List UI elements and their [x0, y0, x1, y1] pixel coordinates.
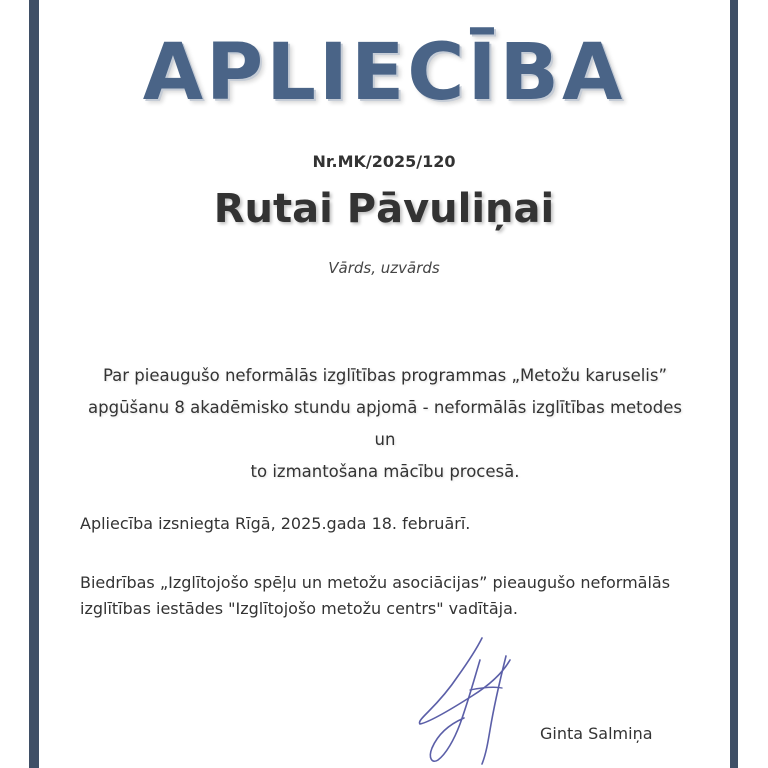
left-border [29, 0, 39, 768]
director-line-2: izglītības iestādes "Izglītojošo metožu centrs" vadītāja. [80, 599, 518, 618]
issue-statement: Apliecība izsniegta Rīgā, 2025.gada 18. februārī. [80, 514, 471, 533]
signer-name: Ginta Salmiņa [540, 724, 653, 743]
director-line-1: Biedrības „Izglītojošo spēļu un metožu asociācijas” pieaugušo neformālās [80, 573, 671, 592]
program-line-2: apgūšanu 8 akadēmisko stundu apjomā - neformālās izglītības metodes un [88, 398, 682, 449]
certificate-number: Nr.MK/2025/120 [312, 152, 456, 171]
director-statement [80, 570, 690, 622]
name-caption: Vārds, uzvārds [328, 259, 440, 277]
certificate-title: APLIECĪBA [142, 28, 626, 118]
right-border [730, 0, 738, 768]
program-line-3: to izmantošana mācību procesā. [250, 462, 520, 481]
program-line-1: Par pieaugušo neformālās izglītības programmas „Metožu karuselis” [102, 366, 668, 385]
program-description [80, 360, 690, 488]
recipient-name: Rutai Pāvuliņai [213, 186, 555, 232]
handwritten-signature [410, 630, 530, 768]
